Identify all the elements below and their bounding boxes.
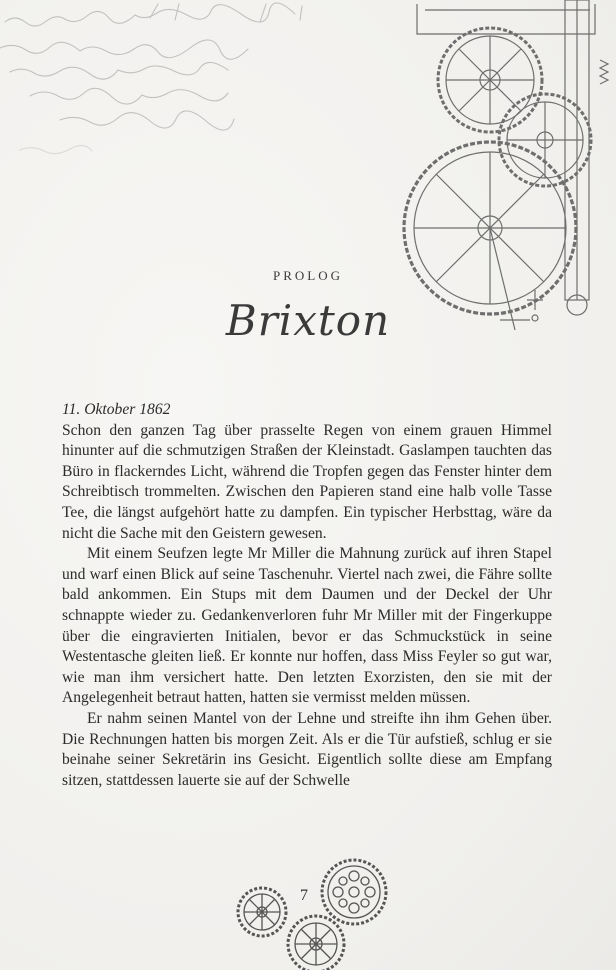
clockwork-gears-illustration (395, 0, 616, 340)
chapter-body (62, 400, 552, 791)
chapter-date: 11. Oktober 1862 (62, 401, 171, 418)
handwriting-sketch (0, 0, 400, 200)
gears-ornament (232, 852, 397, 970)
page-number: 7 (300, 887, 308, 904)
chapter-kicker: PROLOG (272, 268, 343, 283)
chapter-title: Brixton (225, 296, 391, 345)
paragraph: Mit einem Seufzen legte Mr Miller die Mahnung zurück auf ihren Stapel und warf einen Blick auf seine Taschenuhr. Viertel nach zwei, die Fähre sollte bald ankommen. Ein Stups mit dem Daumen und der Deckel der Uhr schnappte wieder zu. Gedankenverloren fuhr Mr Miller mit der Fingerkuppe über die eingravierten Initialen, bevor er das Schmuckstück in seine Westentasche gleiten ließ. Er konnte nur hoffen, dass Miss Feyler so gut war, wie man ihm versichert hatte. Den letzten Exorzisten, den sie mit der Angelegenheit betraut hatten, hatten sie vermisst melden müssen. (62, 545, 552, 707)
paragraph: Er nahm seinen Mantel von der Lehne und streifte ihn ihm Gehen über. Die Rechnungen hatten bis morgen Zeit. Als er die Tür aufstieß, schlug er sie beinahe seiner Sekretärin ins Gesicht. Eigentlich sollte diese am Empfang sitzen, stattdessen lauerte sie auf der Schwelle (62, 709, 552, 789)
paragraph: Schon den ganzen Tag über prasselte Regen von einem grauen Himmel hinunter auf die schmutzigen Straßen der Kleinstadt. Gaslampen tauchten das Büro in flackerndes Licht, während die Tropfen gegen das Fenster hinter dem Schreibtisch trommelten. Zwischen den Papieren stand eine halb volle Tasse Tee, die längst aufgehört hatte zu dampfen. Ein typischer Herbsttag, wäre da nicht die Sache mit den Geistern gewesen. (62, 421, 552, 542)
